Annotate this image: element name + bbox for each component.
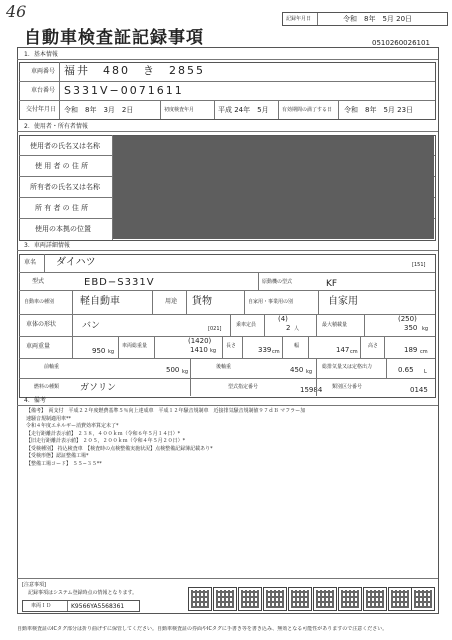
category-value: 0145 <box>410 386 428 394</box>
category-label: 類別区分番号 <box>332 384 363 390</box>
height-label: 高さ <box>368 343 379 349</box>
rear-axle-unit: kg <box>306 369 313 375</box>
fuel-label: 燃料の種類 <box>34 384 60 390</box>
capacity-unit: 人 <box>294 326 300 332</box>
model-label: 型式 <box>32 278 45 285</box>
gross-weight-label: 車両総重量 <box>122 343 148 349</box>
remarks-line: 【受検種別】 持込検査車 【検査時の点検整備実施状況】点検整備記録簿記載あり* <box>26 445 213 452</box>
qr-code-icon <box>288 587 312 611</box>
owner-row-label: 使用者の氏名又は名称 <box>30 142 100 150</box>
capacity-label: 乗車定員 <box>236 322 257 328</box>
footer-note: 自動車検査証のICタグ部分は折り曲げずに保管してください。自動車検査証の券面やICタグに手書き等を書き込み、無効となる可能性がありますので注意ください。 <box>17 626 388 632</box>
owner-row-label: 所 有 者 の 住 所 <box>35 204 89 212</box>
capacity-value-2: 2 <box>286 324 291 332</box>
handwritten-number: 46 <box>6 2 27 21</box>
gross-weight-unit: kg <box>210 348 217 354</box>
model-value: EBD−S331V <box>84 277 155 288</box>
maker-value: ダイハツ <box>56 257 96 268</box>
qr-code-icon <box>238 587 262 611</box>
type-label: 自動車の種別 <box>24 299 55 305</box>
qr-code-icon <box>388 587 412 611</box>
max-load-value-2: 350 <box>404 324 418 332</box>
front-axle-value: 500 <box>166 366 180 374</box>
front-axle-unit: kg <box>182 369 189 375</box>
shape-code: [021] <box>208 326 222 332</box>
qr-code-icon <box>363 587 387 611</box>
type-designation-label: 型式指定番号 <box>228 384 259 390</box>
remarks-line: 【旧走行距離計表示値】 ２０５，２００ｋｍ（令和４年５月２０日）* <box>26 438 186 444</box>
displacement-label: 総排気量又は定格出力 <box>322 364 373 370</box>
gross-weight-value-2: 1410 <box>190 346 208 354</box>
first-reg-value: 平成 24年 5月 <box>218 106 269 114</box>
expiry-value: 令和 8年 5月 23日 <box>344 106 414 114</box>
capacity-value-1: (4) <box>278 315 288 323</box>
height-unit: cm <box>420 349 428 355</box>
width-label: 幅 <box>294 343 300 349</box>
shape-value: バン <box>82 321 101 331</box>
qr-code-icon <box>313 587 337 611</box>
remarks-line: 令和４年度エネルギー消費効率算定未了* <box>26 423 119 429</box>
owner-row-label: 使用の本拠の位置 <box>35 225 91 233</box>
engine-value: KF <box>326 279 338 289</box>
width-unit: cm <box>350 349 358 355</box>
biz-label: 自家用・事業用の別 <box>248 299 294 305</box>
issue-value: 令和 8年 3月 2日 <box>64 106 134 114</box>
shape-label: 車体の形状 <box>26 321 57 328</box>
weight-value: 950 <box>92 347 106 355</box>
remarks-line: 【整備工場コード】 ５５−３５** <box>26 460 102 467</box>
reg-number-label: 車両番号 <box>31 68 56 75</box>
first-reg-label: 初度検査年月 <box>164 107 195 113</box>
maker-code: [151] <box>412 262 426 268</box>
redacted-owner-block <box>113 136 434 239</box>
qr-code-icon <box>213 587 237 611</box>
displacement-value: 0.65 <box>398 366 414 374</box>
issue-date-box <box>282 12 448 26</box>
section-vehicle-heading: 3．車両詳細情報 <box>24 242 70 249</box>
length-label: 長さ <box>226 343 237 349</box>
qr-code-icon <box>338 587 362 611</box>
type-value: 軽自動車 <box>80 296 120 307</box>
rear-axle-label: 後軸重 <box>216 364 232 370</box>
remarks-line: 速騒音規制適用車** <box>26 415 72 422</box>
biz-value: 自家用 <box>328 296 358 307</box>
rear-axle-value: 450 <box>290 366 304 374</box>
section-user-heading: 2．使用者・所有者情報 <box>24 123 88 130</box>
section-basic-heading: 1．基本情報 <box>24 51 58 58</box>
weight-unit: kg <box>108 349 115 355</box>
use-label: 用途 <box>165 298 178 305</box>
chassis-value: S331V−0071611 <box>64 84 184 97</box>
owner-row-label: 所有者の氏名又は名称 <box>30 183 100 191</box>
max-load-value-1: (250) <box>398 315 417 323</box>
type-designation-value: 15984 <box>300 386 323 394</box>
document-number: 0510260026101 <box>372 39 430 47</box>
issue-date-label: 記録年月日 <box>286 16 312 22</box>
length-unit: cm <box>272 349 280 355</box>
owner-row-label: 使 用 者 の 住 所 <box>35 162 89 170</box>
maker-label: 車名 <box>24 259 37 266</box>
displacement-unit: L <box>424 369 427 375</box>
issue-date-value: 令和 8年 5月 20日 <box>343 15 413 23</box>
chassis-label: 車台番号 <box>31 87 56 94</box>
document-title: 自動車検査証記録事項 <box>24 28 204 48</box>
qr-code-icon <box>188 587 212 611</box>
qr-code-icon <box>411 587 435 611</box>
max-load-unit: kg <box>422 326 429 332</box>
expiry-label: 有効期間の満了する日 <box>282 107 333 113</box>
length-value: 339 <box>258 346 272 354</box>
car-id-box <box>22 600 140 612</box>
car-id-label: 車両ＩＤ <box>31 603 52 609</box>
qr-code-icon <box>263 587 287 611</box>
notes-body: 記録事項はシステム登録時点の情報となります。 <box>28 590 138 596</box>
remarks-line: 【受検形態】認証整備工場* <box>26 453 89 459</box>
max-load-label: 最大積載量 <box>322 322 348 328</box>
front-axle-label: 前軸重 <box>44 364 60 370</box>
remarks-block <box>26 408 434 468</box>
remarks-line: 【備考】 両支付 平成２２年度燃費基準５％向上達成車 平成１２年騒音規制車 近接排気騒音規制値９７ｄＢ マフラー加 <box>26 408 306 414</box>
width-value: 147 <box>336 346 350 354</box>
height-value: 189 <box>404 346 418 354</box>
issue-label: 交付年月日 <box>26 106 57 113</box>
use-value: 貨物 <box>192 296 212 307</box>
reg-number-value: 福井 480 き 2855 <box>64 64 205 77</box>
fuel-value: ガソリン <box>80 383 117 393</box>
notes-title: [注意事項] <box>22 582 46 588</box>
remarks-line: 【走行距離計表示値】 ２３８，４００ｋｍ（令和６年５月１４日）* <box>26 430 181 437</box>
engine-label: 原動機の型式 <box>262 279 293 285</box>
weight-label: 車両重量 <box>26 343 51 350</box>
car-id-value: K9566YA5568361 <box>71 602 125 610</box>
section-remarks-heading: 4．備考 <box>24 397 46 404</box>
gross-weight-value-1: (1420) <box>188 337 212 345</box>
